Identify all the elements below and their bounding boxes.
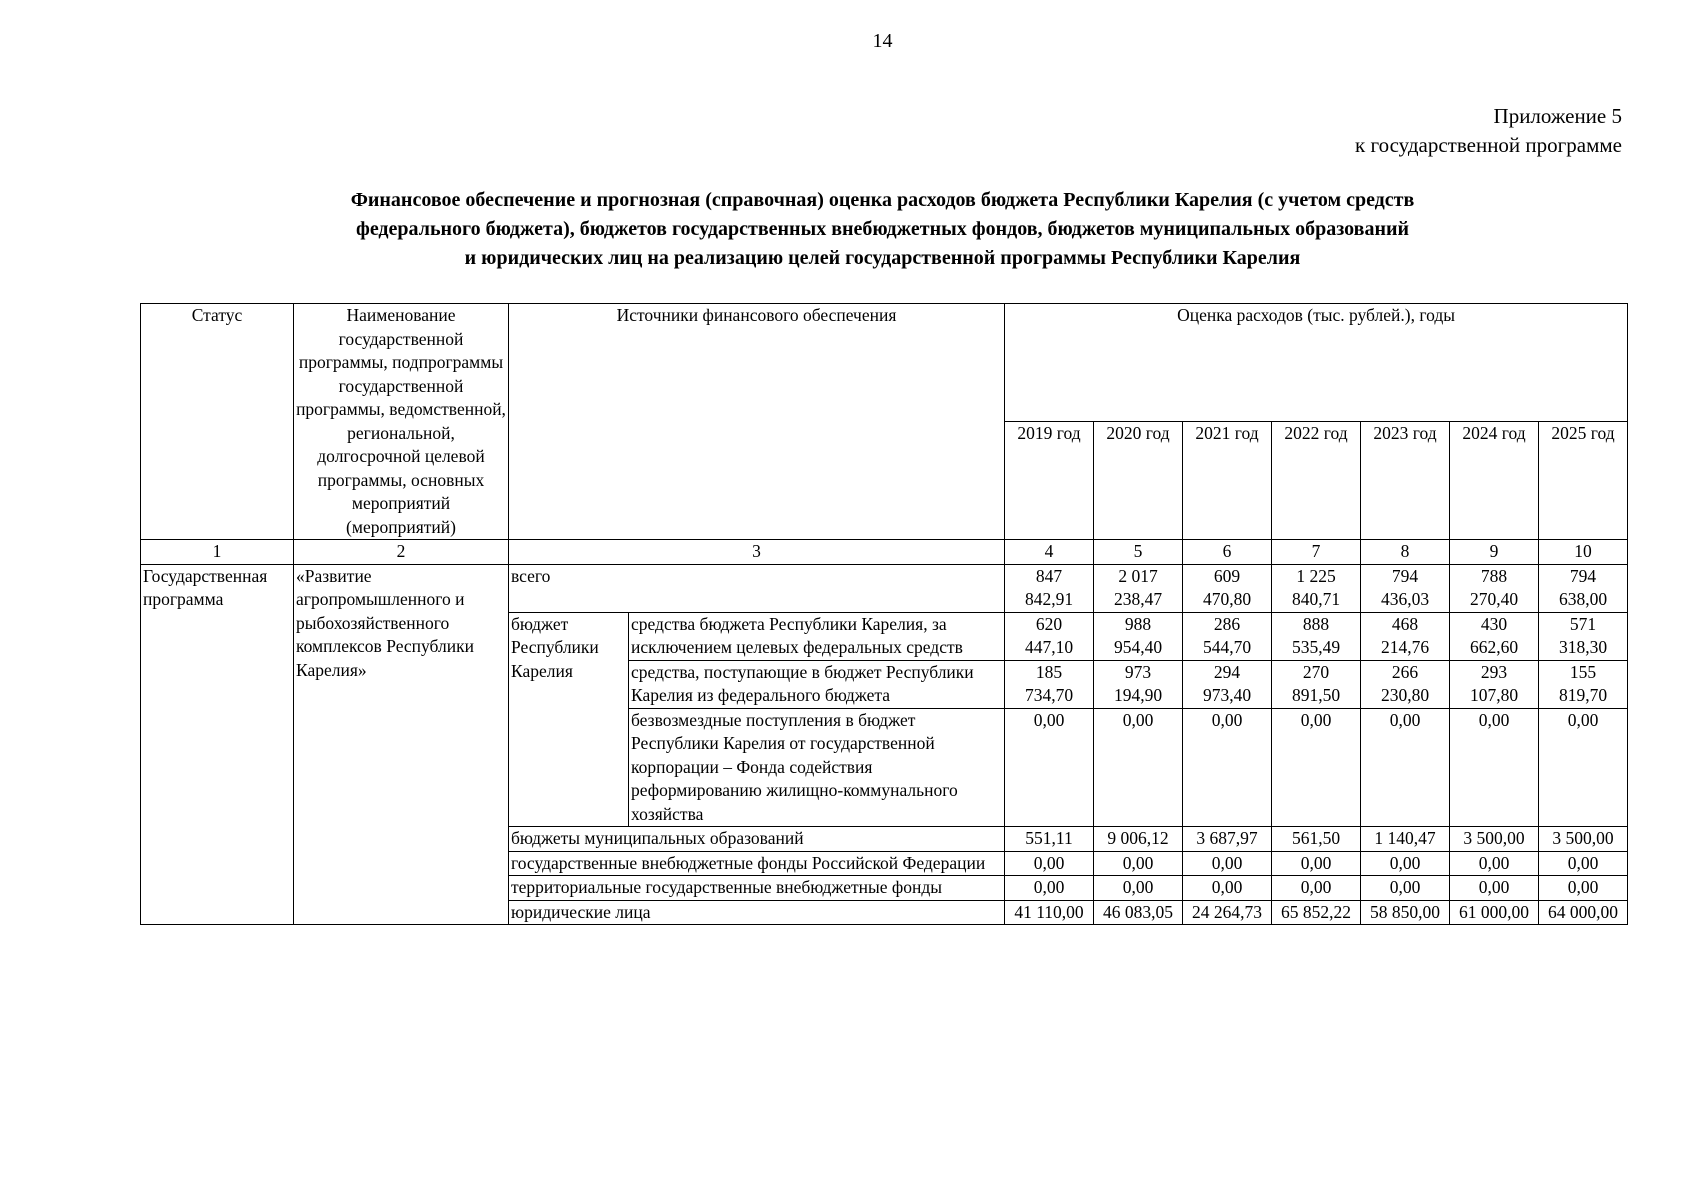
- column-number: 8: [1361, 540, 1450, 565]
- appendix-line-1: Приложение 5: [1493, 104, 1622, 128]
- value-cell: 571 318,30: [1539, 612, 1628, 660]
- financing-table: [140, 303, 1628, 925]
- value-cell: 0,00: [1272, 876, 1361, 901]
- value-cell: 430 662,60: [1450, 612, 1539, 660]
- header-year: 2025 год: [1539, 422, 1628, 540]
- column-number: 6: [1183, 540, 1272, 565]
- value-cell: 3 500,00: [1539, 827, 1628, 852]
- value-cell: 270 891,50: [1272, 660, 1361, 708]
- value-cell: 0,00: [1539, 708, 1628, 827]
- program-name-cell: «Развитие агропромышленного и рыбохозяйственного комплексов Республики Карелия»: [294, 564, 509, 925]
- value-cell: 2 017 238,47: [1094, 564, 1183, 612]
- status-cell: Государственная программа: [141, 564, 294, 925]
- title-line-3: и юридических лиц на реализацию целей государственной программы Республики Карелия: [464, 247, 1301, 269]
- value-cell: 988 954,40: [1094, 612, 1183, 660]
- value-cell: 24 264,73: [1183, 900, 1272, 925]
- title-line-1: Финансовое обеспечение и прогнозная (справочная) оценка расходов бюджета Республики Карелия (с учетом средств: [350, 189, 1415, 211]
- value-cell: 0,00: [1539, 851, 1628, 876]
- column-number-row: [141, 540, 1628, 565]
- value-cell: 0,00: [1005, 708, 1094, 827]
- value-cell: 888 535,49: [1272, 612, 1361, 660]
- value-cell: 561,50: [1272, 827, 1361, 852]
- header-row-1: [141, 304, 1628, 422]
- column-number: 5: [1094, 540, 1183, 565]
- header-year: 2022 год: [1272, 422, 1361, 540]
- value-cell: 3 500,00: [1450, 827, 1539, 852]
- document-title: [150, 186, 1615, 273]
- source-label: бюджеты муниципальных образований: [509, 827, 1005, 852]
- header-year: 2020 год: [1094, 422, 1183, 540]
- value-cell: 65 852,22: [1272, 900, 1361, 925]
- row-total: [141, 564, 1628, 612]
- value-cell: 973 194,90: [1094, 660, 1183, 708]
- value-cell: 286 544,70: [1183, 612, 1272, 660]
- value-cell: 0,00: [1361, 876, 1450, 901]
- value-cell: 551,11: [1005, 827, 1094, 852]
- value-cell: 1 140,47: [1361, 827, 1450, 852]
- value-cell: 620 447,10: [1005, 612, 1094, 660]
- value-cell: 0,00: [1539, 876, 1628, 901]
- source-label: территориальные государственные внебюджетные фонды: [509, 876, 1005, 901]
- header-year: 2019 год: [1005, 422, 1094, 540]
- value-cell: 0,00: [1450, 876, 1539, 901]
- header-sources: Источники финансового обеспечения: [509, 304, 1005, 540]
- value-cell: 609 470,80: [1183, 564, 1272, 612]
- column-number: 3: [509, 540, 1005, 565]
- source-label: юридические лица: [509, 900, 1005, 925]
- value-cell: 0,00: [1450, 708, 1539, 827]
- value-cell: 0,00: [1361, 708, 1450, 827]
- value-cell: 794 436,03: [1361, 564, 1450, 612]
- value-cell: 847 842,91: [1005, 564, 1094, 612]
- source-label: средства бюджета Республики Карелия, за исключением целевых федеральных средств: [629, 612, 1005, 660]
- value-cell: 0,00: [1183, 851, 1272, 876]
- header-status: Статус: [141, 304, 294, 540]
- column-number: 9: [1450, 540, 1539, 565]
- source-label: средства, поступающие в бюджет Республики Карелия из федерального бюджета: [629, 660, 1005, 708]
- header-estimate: Оценка расходов (тыс. рублей.), годы: [1005, 304, 1628, 422]
- value-cell: 294 973,40: [1183, 660, 1272, 708]
- value-cell: 58 850,00: [1361, 900, 1450, 925]
- appendix-note: [1355, 102, 1622, 160]
- value-cell: 46 083,05: [1094, 900, 1183, 925]
- value-cell: 64 000,00: [1539, 900, 1628, 925]
- value-cell: 0,00: [1450, 851, 1539, 876]
- value-cell: 0,00: [1361, 851, 1450, 876]
- value-cell: 0,00: [1272, 708, 1361, 827]
- value-cell: 794 638,00: [1539, 564, 1628, 612]
- value-cell: 0,00: [1094, 851, 1183, 876]
- column-number: 2: [294, 540, 509, 565]
- source-label: безвозмездные поступления в бюджет Республики Карелия от государственной корпорации – Фонда содействия реформированию жилищно-коммунального хозяйства: [629, 708, 1005, 827]
- value-cell: 185 734,70: [1005, 660, 1094, 708]
- budget-rk-label: бюджет Республики Карелия: [509, 612, 629, 827]
- title-line-2: федерального бюджета), бюджетов государственных внебюджетных фондов, бюджетов муниципальных образований: [355, 218, 1410, 240]
- header-year: 2021 год: [1183, 422, 1272, 540]
- value-cell: 0,00: [1094, 708, 1183, 827]
- source-label: государственные внебюджетные фонды Российской Федерации: [509, 851, 1005, 876]
- value-cell: 3 687,97: [1183, 827, 1272, 852]
- value-cell: 0,00: [1005, 851, 1094, 876]
- value-cell: 468 214,76: [1361, 612, 1450, 660]
- value-cell: 61 000,00: [1450, 900, 1539, 925]
- value-cell: 0,00: [1272, 851, 1361, 876]
- header-year: 2024 год: [1450, 422, 1539, 540]
- header-name: Наименование государственной программы, подпрограммы государственной программы, ведомственной, региональной, долгосрочной целевой программы, основных мероприятий (мероприятий): [294, 304, 509, 540]
- value-cell: 0,00: [1183, 876, 1272, 901]
- value-cell: 1 225 840,71: [1272, 564, 1361, 612]
- value-cell: 9 006,12: [1094, 827, 1183, 852]
- column-number: 7: [1272, 540, 1361, 565]
- column-number: 10: [1539, 540, 1628, 565]
- page-number: 14: [872, 30, 893, 52]
- value-cell: 266 230,80: [1361, 660, 1450, 708]
- value-cell: 41 110,00: [1005, 900, 1094, 925]
- value-cell: 0,00: [1094, 876, 1183, 901]
- column-number: 4: [1005, 540, 1094, 565]
- value-cell: 155 819,70: [1539, 660, 1628, 708]
- value-cell: 0,00: [1005, 876, 1094, 901]
- source-label: всего: [509, 564, 1005, 612]
- appendix-line-2: к государственной программе: [1355, 133, 1622, 157]
- value-cell: 788 270,40: [1450, 564, 1539, 612]
- column-number: 1: [141, 540, 294, 565]
- header-year: 2023 год: [1361, 422, 1450, 540]
- value-cell: 0,00: [1183, 708, 1272, 827]
- value-cell: 293 107,80: [1450, 660, 1539, 708]
